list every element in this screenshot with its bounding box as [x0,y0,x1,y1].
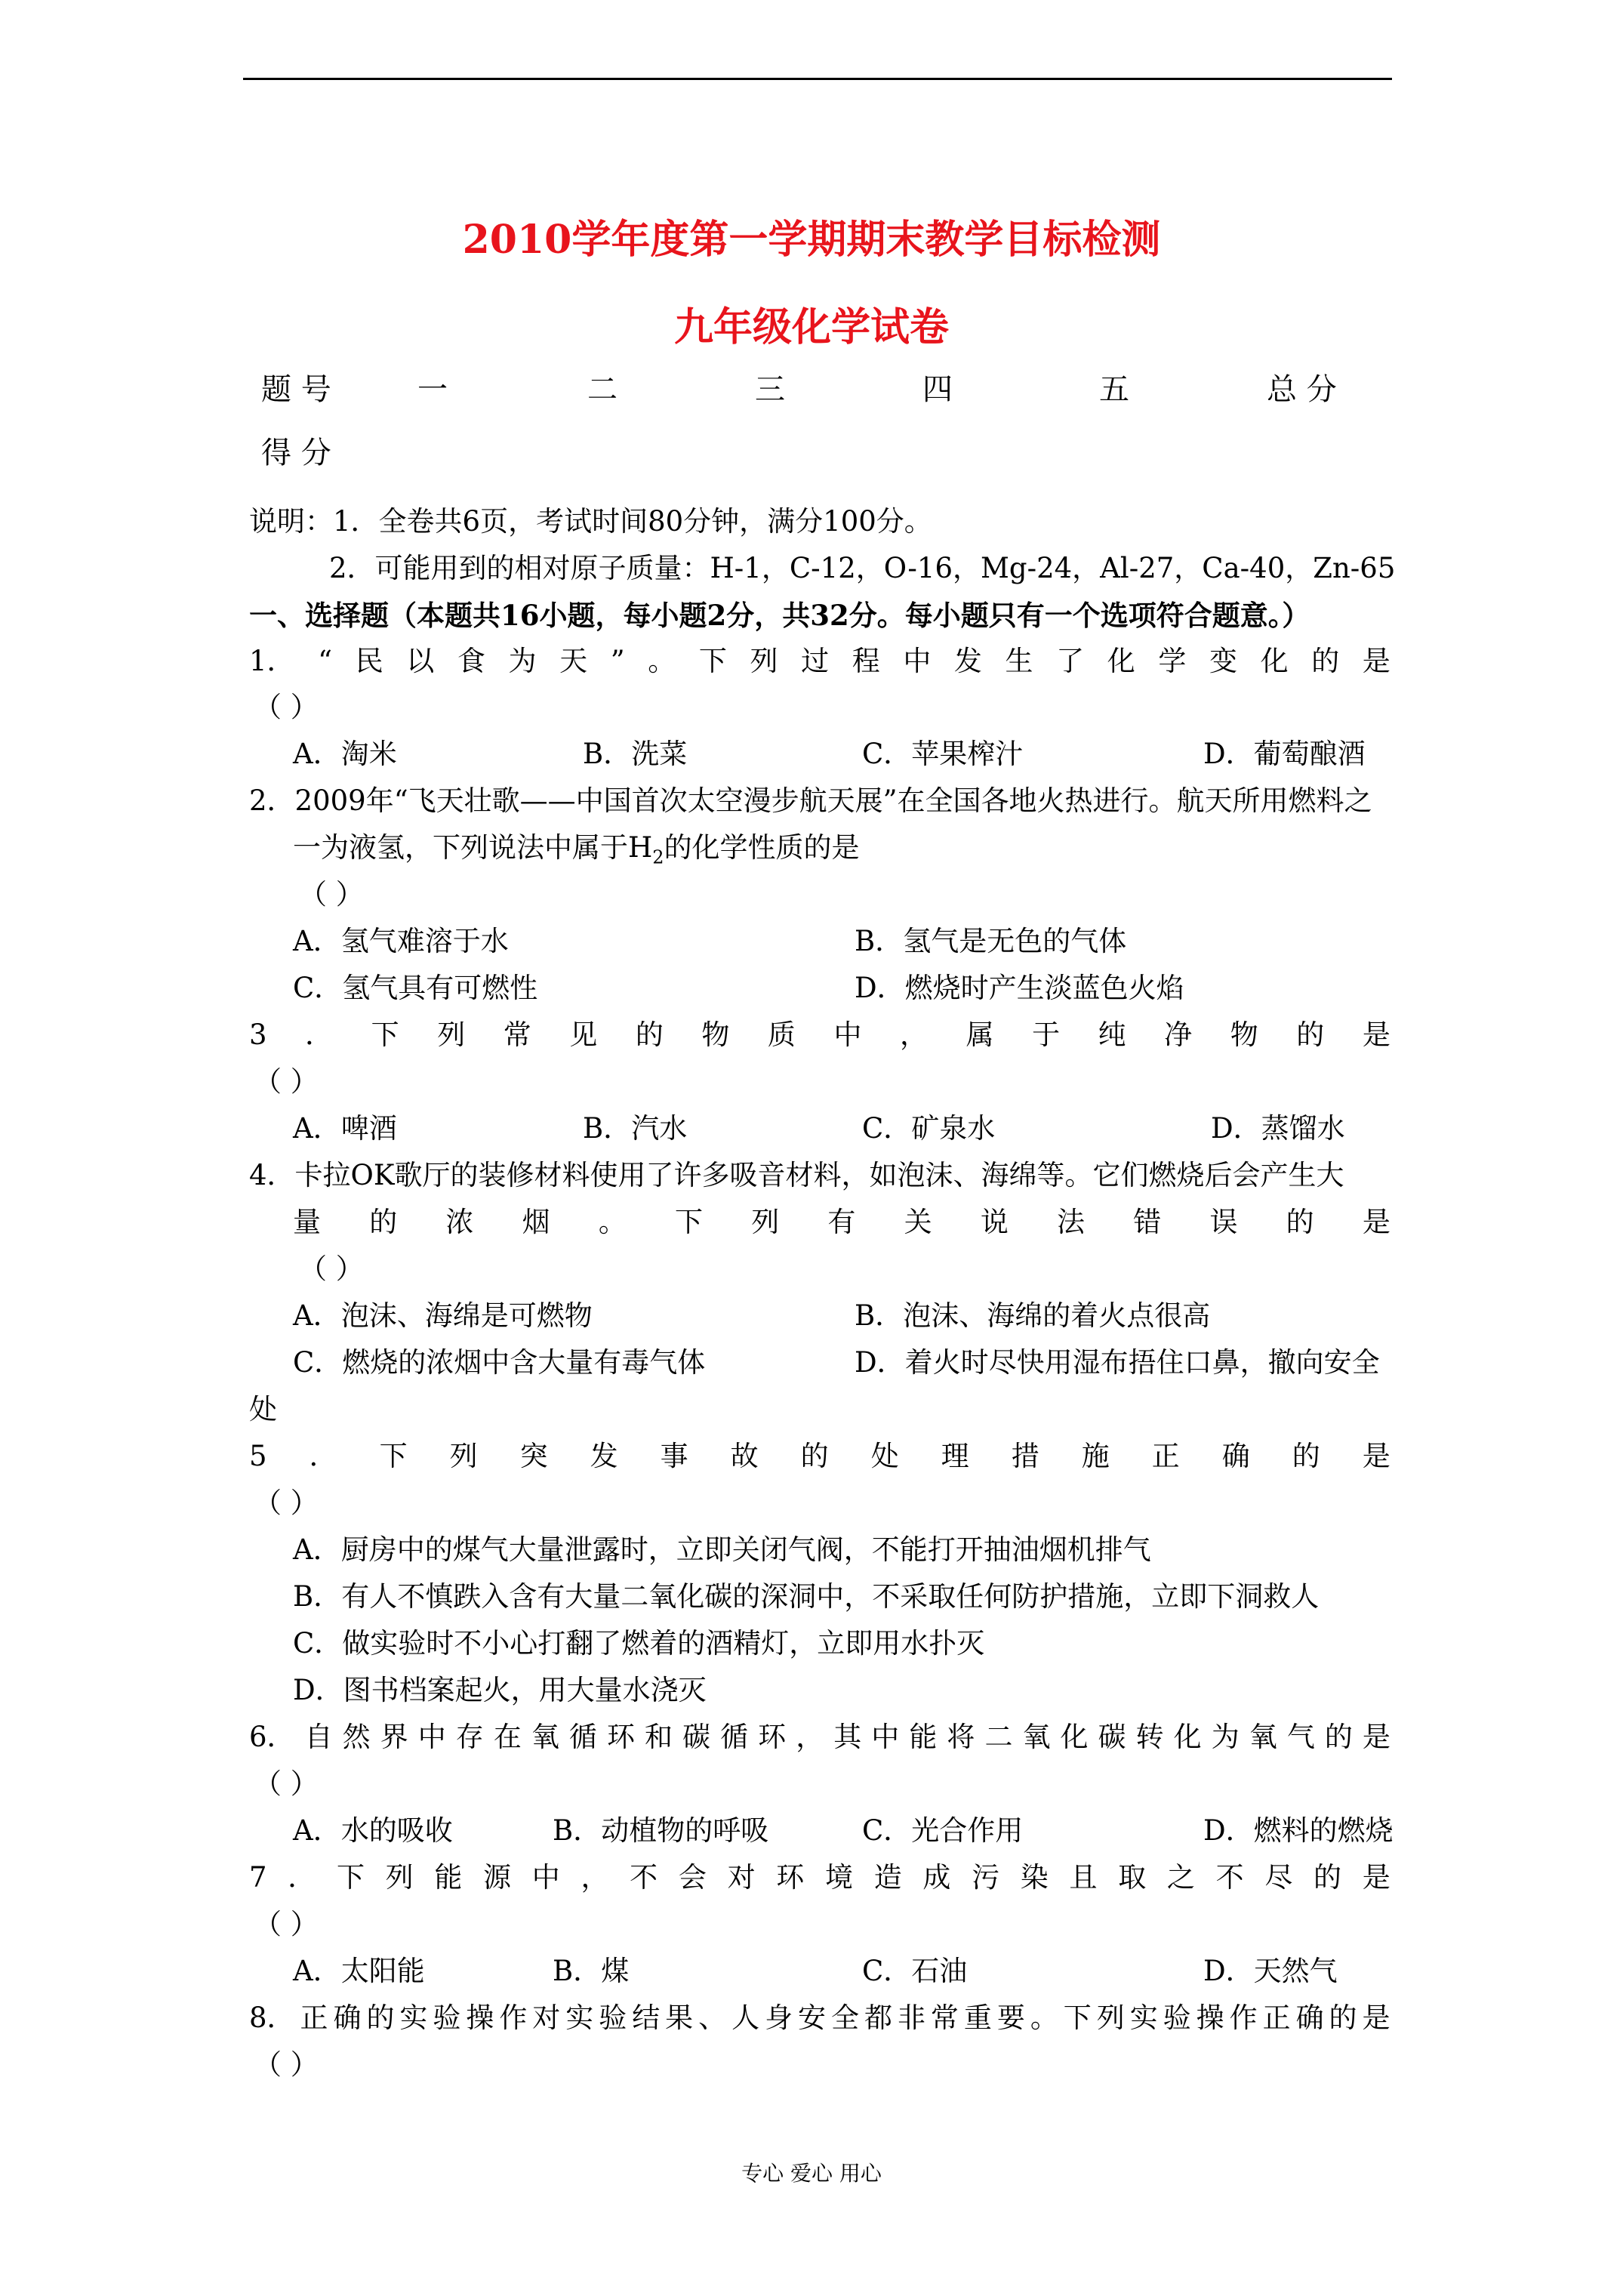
question-5-option-b: B．有人不慎跌入含有大量二氧化碳的深洞中，不采取任何防护措施，立即下洞救人 [293,1580,1320,1613]
page-footer: 专心 爱心 用心 [741,2161,882,2186]
score-row-label: 得 分 [261,436,331,470]
question-1-option-a: A．淘米 [293,738,397,770]
notes-line-2: 2．可能用到的相对原子质量：H-1，C-12，O-16，Mg-24，Al-27，Ca-40，Zn-65 [329,552,1396,584]
question-6-answer-blank: （ ） [254,1767,319,1800]
question-6-option-b: B．动植物的呼吸 [553,1814,769,1847]
question-7-stem: 7 ． 下 列 能 源 中 ， 不 会 对 环 境 造 成 污 染 且 取 之 不 尽 的 是 [249,1861,1390,1894]
question-5-stem: 5 ． 下 列 突 发 事 故 的 处 理 措 施 正 确 的 是 [249,1440,1390,1472]
exam-subtitle: 九年级化学试卷 [673,304,949,350]
notes-line-1: 说明：1．全卷共6页，考试时间80分钟，满分100分。 [249,505,932,538]
question-1-option-d: D．葡萄酿酒 [1203,738,1366,770]
score-header-total: 总 分 [1267,372,1337,407]
question-7-option-a: A．太阳能 [293,1955,425,1987]
score-header-1: 一 [417,372,448,407]
question-5-option-d: D．图书档案起火，用大量水浇灭 [293,1674,707,1706]
question-4-line-1: 4．卡拉OK歌厅的装修材料使用了许多吸音材料，如泡沫、海绵等。它们燃烧后会产生大 [249,1159,1344,1191]
question-2-answer-blank: （ ） [299,878,364,911]
question-3-option-b: B．汽水 [583,1112,688,1145]
question-2-option-c: C．氢气具有可燃性 [293,972,538,1004]
score-header-5: 五 [1099,372,1129,407]
question-2-line-2: 一为液氢，下列说法中属于$H_2$的化学性质的是 [293,831,860,868]
question-4-stem: 量 的 浓 烟 。 下 列 有 关 说 法 错 误 的 是 [293,1206,1390,1238]
question-2-option-d: D．燃烧时产生淡蓝色火焰 [855,972,1184,1004]
question-3-stem: 3 ． 下 列 常 见 的 物 质 中 ， 属 于 纯 净 物 的 是 [249,1019,1390,1051]
question-1-option-c: C．苹果榨汁 [862,738,1024,770]
question-8-answer-blank: （ ） [254,2048,319,2081]
question-2-line-1: 2．2009年“飞天壮歌——中国首次太空漫步航天展”在全国各地火热进行。航天所用燃料之 [249,784,1372,817]
question-4-option-d: D．着火时尽快用湿布捂住口鼻，撤向安全 [855,1346,1380,1379]
exam-title: 2010学年度第一学期期末教学目标检测 [462,217,1161,263]
question-7-option-b: B．煤 [553,1955,630,1987]
question-5-answer-blank: （ ） [254,1487,319,1519]
question-1-stem: 1． “ 民 以 食 为 天 ” 。 下 列 过 程 中 发 生 了 化 学 变 化 的 是 [249,645,1390,677]
top-rule [243,78,1392,80]
question-5-option-a: A．厨房中的煤气大量泄露时，立即关闭气阀，不能打开抽油烟机排气 [293,1533,1151,1566]
question-5-option-c: C．做实验时不小心打翻了燃着的酒精灯，立即用水扑灭 [293,1627,985,1660]
question-7-answer-blank: （ ） [254,1908,319,1940]
question-3-answer-blank: （ ） [254,1065,319,1098]
question-1-answer-blank: （ ） [254,691,319,723]
question-6-stem: 6． 自 然 界 中 存 在 氧 循 环 和 碳 循 环 ， 其 中 能 将 二 氧 化 碳 转 化 为 氧 气 的 是 [249,1721,1390,1753]
question-4-option-a: A．泡沫、海绵是可燃物 [293,1299,593,1332]
score-header-4: 四 [922,372,953,407]
score-header-3: 三 [755,372,785,407]
question-6-option-a: A．水的吸收 [293,1814,453,1847]
question-6-option-c: C．光合作用 [862,1814,1024,1847]
question-7-option-d: D．天然气 [1203,1955,1338,1987]
question-3-option-c: C．矿泉水 [862,1112,996,1145]
question-2-option-b: B．氢气是无色的气体 [855,925,1127,957]
question-4-option-d-overflow: 处 [249,1393,277,1425]
score-table-header-row [0,371,1623,408]
question-4-option-c: C．燃烧的浓烟中含大量有毒气体 [293,1346,706,1379]
question-4-option-b: B．泡沫、海绵的着火点很高 [855,1299,1211,1332]
question-2-option-a: A．氢气难溶于水 [293,925,509,957]
question-3-option-d: D．蒸馏水 [1211,1112,1345,1145]
score-header-2: 二 [587,372,617,407]
question-3-option-a: A．啤酒 [293,1112,397,1145]
question-4-answer-blank: （ ） [299,1253,364,1285]
score-header-label: 题 号 [261,372,331,407]
question-7-option-c: C．石油 [862,1955,968,1987]
question-8-stem: 8． 正 确 的 实 验 操 作 对 实 验 结 果 、 人 身 安 全 都 非 常 重 要 。 下 列 实 验 操 作 正 确 的 是 [249,2002,1390,2034]
question-6-option-d: D．燃料的燃烧 [1203,1814,1394,1847]
section-1-heading: 一、选择题（本题共16小题，每小题2分，共32分。每小题只有一个选项符合题意。） [249,599,1310,632]
question-1-option-b: B．洗菜 [583,738,688,770]
